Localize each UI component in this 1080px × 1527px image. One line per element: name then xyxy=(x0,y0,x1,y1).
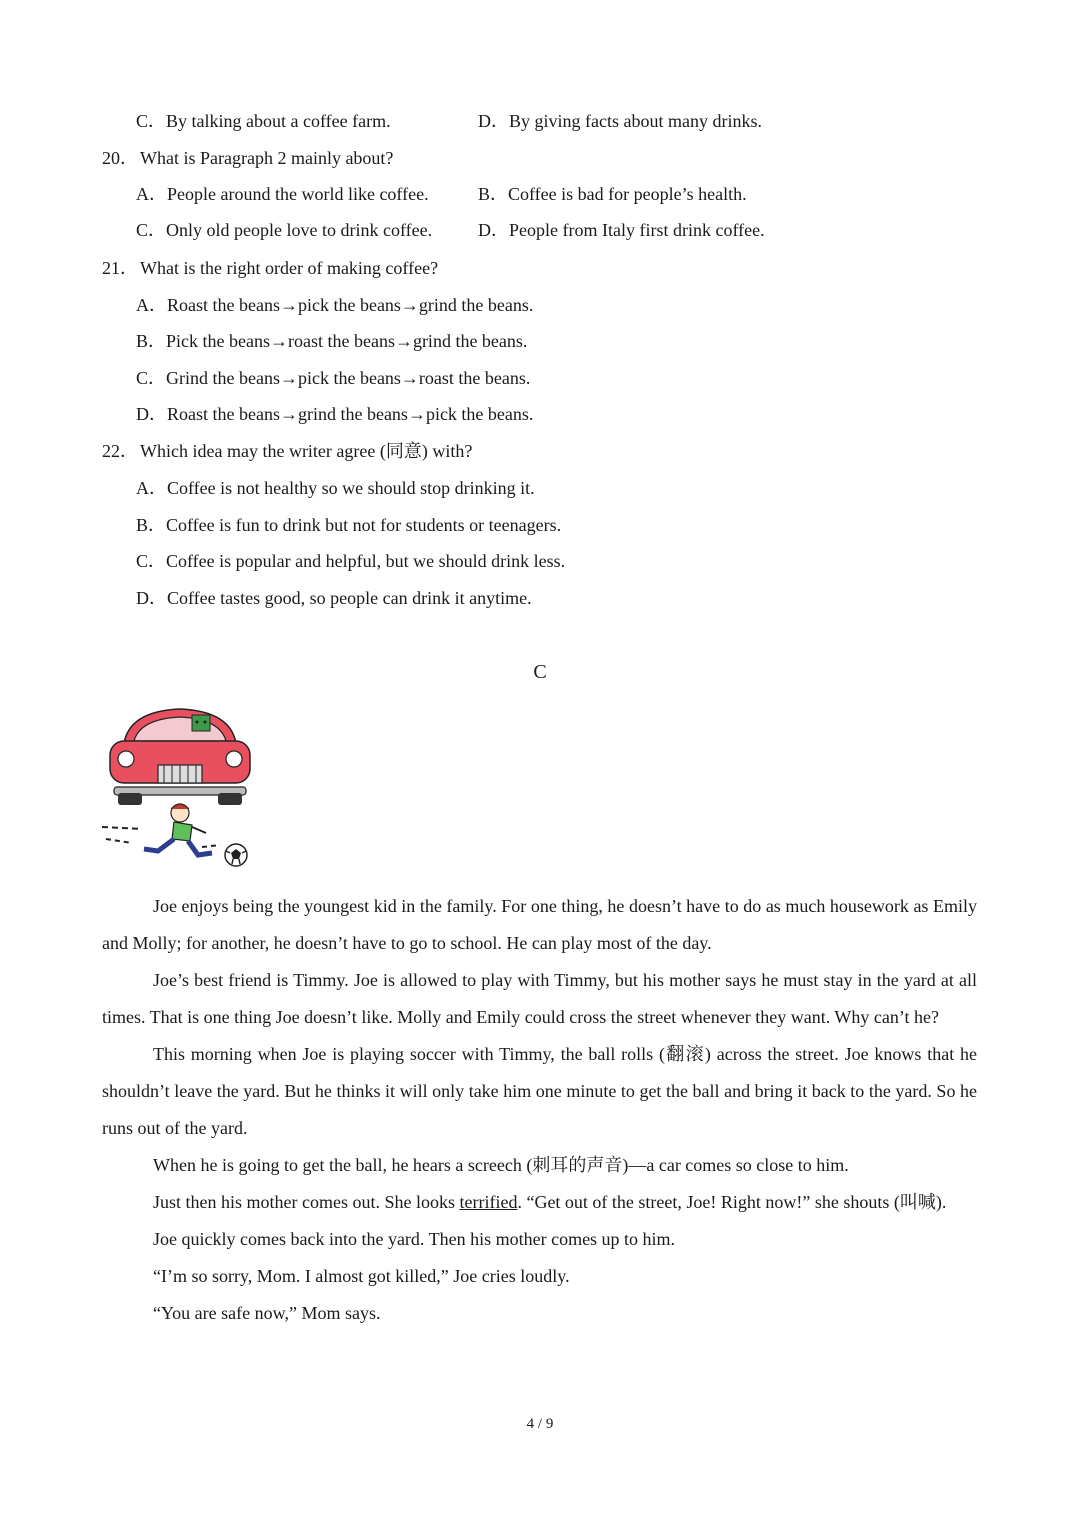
passage-paragraph-5 xyxy=(102,1184,977,1221)
passage-paragraph-1: Joe enjoys being the youngest kid in the family. For one thing, he doesn’t have to do as much housework as Emily and Molly; for another, he doesn’t have to go to school. He can play most of the day. xyxy=(102,896,977,953)
soccer-ball-icon xyxy=(225,844,247,866)
passage-p5-before: Just then his mother comes out. She looks xyxy=(153,1192,460,1212)
q20-number: 20． xyxy=(102,148,138,168)
q20-stem: What is Paragraph 2 mainly about? xyxy=(140,148,394,168)
section-heading: C xyxy=(533,661,547,683)
q22-number: 22． xyxy=(102,441,138,461)
passage-paragraph-3: This morning when Joe is playing soccer with Timmy, the ball rolls (翻滚) across the street. Joe knows that he shouldn’t leave the yard. But he thinks it will only take him one minute to get the ball and bring it back to the yard. So he runs out of the yard. xyxy=(102,1044,977,1138)
q21-stem: What is the right order of making coffee? xyxy=(140,258,439,278)
passage-p5-after: . “Get out of the street, Joe! Right now!” she shouts (叫喊). xyxy=(517,1192,947,1212)
q20-option-a: A．People around the world like coffee. xyxy=(136,184,429,204)
page-number: 4 / 9 xyxy=(526,1416,554,1432)
q21-option-a: A．Roast the beans→pick the beans→grind the beans. xyxy=(136,295,534,315)
q21-number: 21． xyxy=(102,258,138,278)
passage-paragraph-7: “I’m so sorry, Mom. I almost got killed,” Joe cries loudly. xyxy=(153,1266,570,1286)
q20-option-d: D．People from Italy first drink coffee. xyxy=(478,220,765,240)
boy-image xyxy=(144,804,212,855)
q22-option-c: C．Coffee is popular and helpful, but we should drink less. xyxy=(136,551,566,571)
passage xyxy=(102,888,977,1332)
underlined-word: terrified xyxy=(459,1192,518,1212)
q19-option-c: C．By talking about a coffee farm. xyxy=(136,111,391,131)
car-image xyxy=(110,709,250,805)
driver-image xyxy=(192,715,210,731)
q22-stem: Which idea may the writer agree (同意) with? xyxy=(140,441,473,461)
q20-option-b: B．Coffee is bad for people’s health. xyxy=(478,184,747,204)
passage-paragraph-2: Joe’s best friend is Timmy. Joe is allowed to play with Timmy, but his mother says he must stay in the yard at all times. That is one thing Joe doesn’t like. Molly and Emily could cross the street whenever they want. Why can’t he? xyxy=(102,970,977,1027)
q21-option-b: B．Pick the beans→roast the beans→grind the beans. xyxy=(136,331,528,351)
q22-option-a: A．Coffee is not healthy so we should stop drinking it. xyxy=(136,478,535,498)
car-boy-illustration xyxy=(102,703,258,873)
passage-paragraph-4: When he is going to get the ball, he hears a screech (刺耳的声音)—a car comes so close to him. xyxy=(153,1155,849,1175)
q21-option-d: D．Roast the beans→grind the beans→pick the beans. xyxy=(136,404,534,424)
q19-option-d: D．By giving facts about many drinks. xyxy=(478,111,762,131)
passage-paragraph-8: “You are safe now,” Mom says. xyxy=(153,1303,381,1323)
q21-option-c: C．Grind the beans→pick the beans→roast the beans. xyxy=(136,368,531,388)
passage-paragraph-6: Joe quickly comes back into the yard. Then his mother comes up to him. xyxy=(153,1229,676,1249)
q22-option-b: B．Coffee is fun to drink but not for students or teenagers. xyxy=(136,515,562,535)
q20-option-c: C．Only old people love to drink coffee. xyxy=(136,220,433,240)
q22-option-d: D．Coffee tastes good, so people can drink it anytime. xyxy=(136,588,532,608)
